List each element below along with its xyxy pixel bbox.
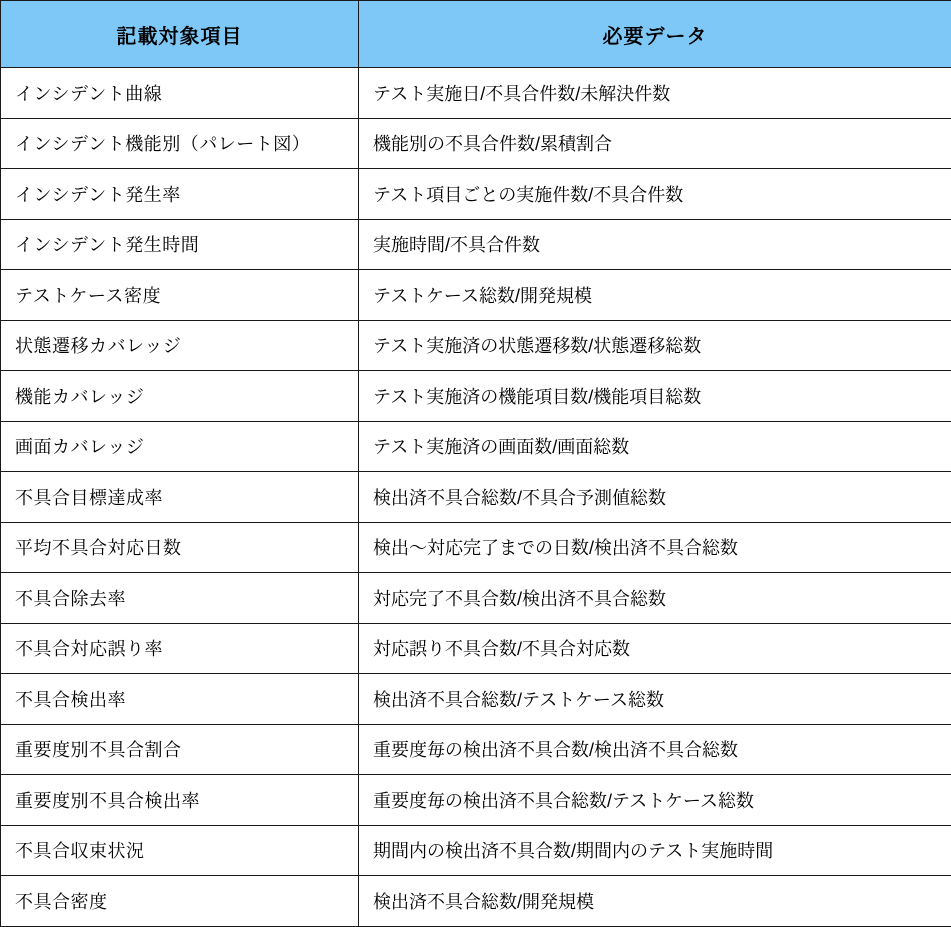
table-body (1, 68, 951, 927)
table-row (1, 118, 951, 169)
cell-data: 期間内の検出済不具合数/期間内のテスト実施時間 (359, 825, 951, 876)
cell-data: 検出〜対応完了までの日数/検出済不具合総数 (359, 522, 951, 573)
table-head (1, 1, 951, 68)
cell-item: テストケース密度 (1, 270, 359, 321)
table-row (1, 270, 951, 321)
cell-data: 対応完了不具合数/検出済不具合総数 (359, 573, 951, 624)
cell-item: 不具合対応誤り率 (1, 623, 359, 674)
cell-item: インシデント発生率 (1, 169, 359, 220)
cell-item: 不具合収束状況 (1, 825, 359, 876)
cell-item: 機能カバレッジ (1, 371, 359, 422)
table-row (1, 775, 951, 826)
cell-data: テストケース総数/開発規模 (359, 270, 951, 321)
cell-item: 平均不具合対応日数 (1, 522, 359, 573)
column-header-item: 記載対象項目 (1, 1, 359, 68)
table-row (1, 724, 951, 775)
cell-data: 重要度毎の検出済不具合総数/テストケース総数 (359, 775, 951, 826)
table-row (1, 522, 951, 573)
cell-data: 検出済不具合総数/開発規模 (359, 876, 951, 927)
table-row (1, 674, 951, 725)
table-row (1, 573, 951, 624)
table-row (1, 825, 951, 876)
cell-data: テスト実施済の状態遷移数/状態遷移総数 (359, 320, 951, 371)
cell-item: 不具合目標達成率 (1, 472, 359, 523)
cell-data: 検出済不具合総数/不具合予測値総数 (359, 472, 951, 523)
column-header-data: 必要データ (359, 1, 951, 68)
table-row (1, 421, 951, 472)
cell-data: テスト実施日/不具合件数/未解決件数 (359, 68, 951, 119)
cell-item: インシデント機能別（パレート図） (1, 118, 359, 169)
table-header-row (1, 1, 951, 68)
table-row (1, 219, 951, 270)
table-row (1, 68, 951, 119)
cell-item: 不具合検出率 (1, 674, 359, 725)
table-row (1, 320, 951, 371)
cell-item: 不具合密度 (1, 876, 359, 927)
cell-data: テスト項目ごとの実施件数/不具合件数 (359, 169, 951, 220)
cell-item: 状態遷移カバレッジ (1, 320, 359, 371)
cell-item: 不具合除去率 (1, 573, 359, 624)
cell-data: テスト実施済の機能項目数/機能項目総数 (359, 371, 951, 422)
cell-data: 重要度毎の検出済不具合数/検出済不具合総数 (359, 724, 951, 775)
table-row (1, 472, 951, 523)
cell-item: 画面カバレッジ (1, 421, 359, 472)
cell-data: 実施時間/不具合件数 (359, 219, 951, 270)
cell-data: テスト実施済の画面数/画面総数 (359, 421, 951, 472)
cell-item: 重要度別不具合検出率 (1, 775, 359, 826)
table-row (1, 623, 951, 674)
table-row (1, 371, 951, 422)
cell-item: インシデント発生時間 (1, 219, 359, 270)
table-row (1, 876, 951, 927)
cell-item: 重要度別不具合割合 (1, 724, 359, 775)
table-row (1, 169, 951, 220)
cell-data: 機能別の不具合件数/累積割合 (359, 118, 951, 169)
cell-data: 対応誤り不具合数/不具合対応数 (359, 623, 951, 674)
cell-data: 検出済不具合総数/テストケース総数 (359, 674, 951, 725)
cell-item: インシデント曲線 (1, 68, 359, 119)
